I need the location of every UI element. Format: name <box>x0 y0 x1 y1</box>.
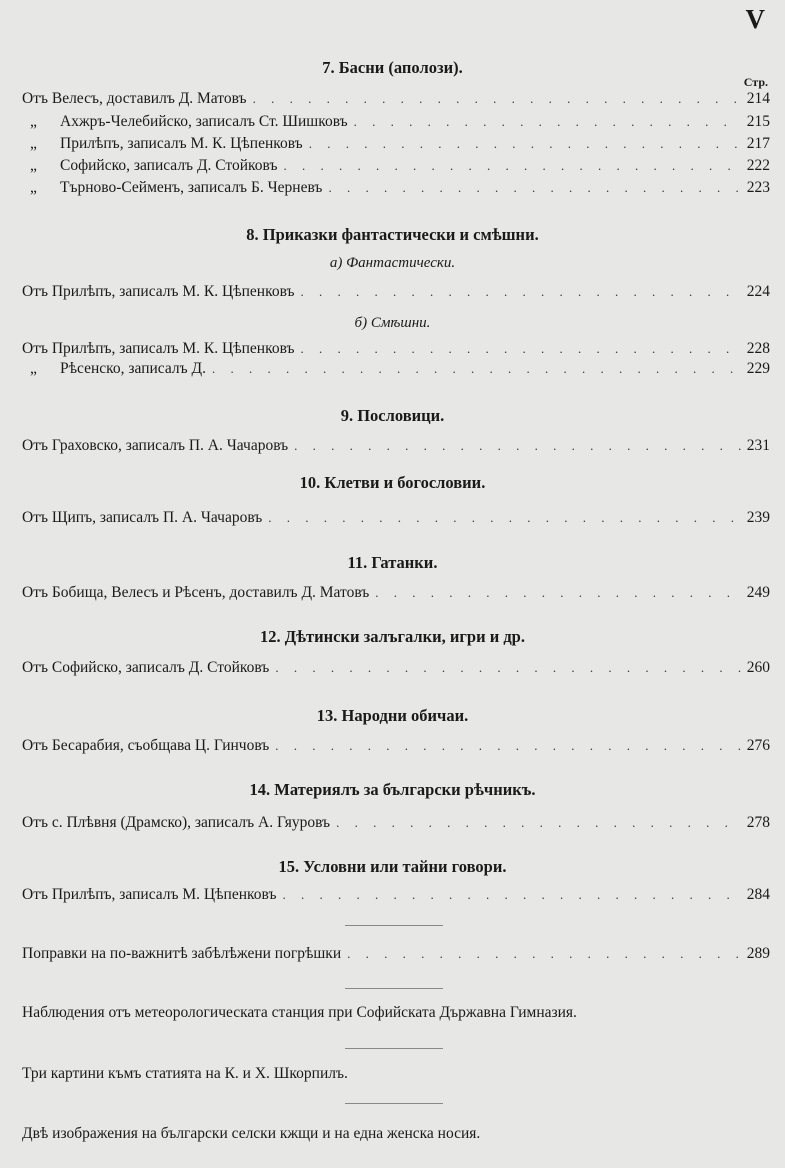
entry-page: 229 <box>746 360 770 377</box>
leader-dots <box>253 91 741 107</box>
toc-entry <box>22 340 770 360</box>
leader-dots <box>309 136 741 152</box>
entry-text: Отъ Граховско, записалъ П. А. Чачаровъ <box>22 437 289 454</box>
page-column-label: Стр. <box>743 75 768 89</box>
entry-text: Търново-Сейменъ, записалъ Б. Черневъ <box>60 179 323 196</box>
entry-page: 231 <box>746 437 770 454</box>
entry-text: Отъ Прилѣпъ, записалъ М. К. Цѣпенковъ <box>22 340 295 357</box>
leader-dots <box>354 114 741 130</box>
ditto-mark: „ <box>30 113 37 130</box>
entry-page: 260 <box>746 659 770 676</box>
toc-entry <box>30 157 770 177</box>
leader-dots <box>275 738 740 754</box>
entry-text: Отъ Прилѣпъ, записалъ М. Цѣпенковъ <box>22 886 277 903</box>
toc-entry <box>30 113 770 133</box>
toc-entry-corrections <box>22 945 770 965</box>
toc-entry <box>22 659 770 679</box>
separator-rule <box>345 988 443 989</box>
entry-text: Софийско, записалъ Д. Стойковъ <box>60 157 278 174</box>
entry-page: 228 <box>746 340 770 357</box>
entry-text: Прилѣпъ, записалъ М. К. Цѣпенковъ <box>60 135 303 152</box>
entry-page: 222 <box>746 157 770 174</box>
ditto-mark: „ <box>30 360 37 377</box>
entry-page: 217 <box>746 135 770 152</box>
section-heading-9: 9. Пословици. <box>340 406 445 425</box>
entry-page: 278 <box>746 814 770 831</box>
entry-page: 215 <box>746 113 770 130</box>
entry-text: Отъ с. Плѣвня (Драмско), записалъ А. Гяуровъ <box>22 814 331 831</box>
observations-note: Наблюдения отъ метеорологическата станция при Софийската Държавна Гимназия. <box>22 1004 577 1021</box>
leader-dots <box>212 361 741 377</box>
section-heading-15: 15. Условни или тайни говори. <box>278 857 507 876</box>
toc-entry <box>30 135 770 155</box>
separator-rule <box>345 925 443 926</box>
toc-entry <box>22 886 770 906</box>
entry-page: 214 <box>746 90 770 107</box>
leader-dots <box>275 660 740 676</box>
entry-page: 223 <box>746 179 770 196</box>
leader-dots <box>294 438 741 454</box>
entry-text: Отъ Щипъ, записалъ П. А. Чачаровъ <box>22 509 263 526</box>
entry-text: Отъ Велесъ, доставилъ Д. Матовъ <box>22 90 247 107</box>
leader-dots <box>283 158 740 174</box>
leader-dots <box>268 510 740 526</box>
toc-entry <box>22 737 770 757</box>
leader-dots <box>336 815 741 831</box>
section-heading-11: 11. Гатанки. <box>347 553 438 572</box>
entry-text: Отъ Софийско, записалъ Д. Стойковъ <box>22 659 270 676</box>
pictures-note: Три картини къмъ статията на К. и Х. Шкорпилъ. <box>22 1065 348 1082</box>
subsection-heading: а) Фантастически. <box>329 255 456 271</box>
toc-entry <box>22 509 770 529</box>
toc-entry <box>22 584 770 604</box>
entry-text: Отъ Бесарабия, съобщава Ц. Гинчовъ <box>22 737 270 754</box>
entry-text: Поправки на по-важнитѣ забѣлѣжени погрѣшки <box>22 945 342 962</box>
entry-page: 276 <box>746 737 770 754</box>
entry-text: Рѣсенско, записалъ Д. <box>60 360 206 377</box>
toc-entry <box>22 283 770 303</box>
entry-page: 249 <box>746 584 770 601</box>
entry-text: Ахжръ-Челебийско, записалъ Ст. Шишковъ <box>60 113 348 130</box>
entry-page: 239 <box>746 509 770 526</box>
section-heading-14: 14. Материялъ за български рѣчникъ. <box>249 780 536 799</box>
entry-text: Отъ Бобища, Велесъ и Рѣсенъ, доставилъ Д. Матовъ <box>22 584 370 601</box>
leader-dots <box>328 180 740 196</box>
ditto-mark: „ <box>30 157 37 174</box>
section-heading-8: 8. Приказки фантастически и смѣшни. <box>246 225 539 244</box>
toc-entry <box>30 179 770 199</box>
entry-page: 284 <box>746 886 770 903</box>
section-heading-7: 7. Басни (аполози). <box>322 58 463 77</box>
section-heading-10: 10. Клетви и богословии. <box>299 473 486 492</box>
section-heading-12: 12. Дѣтински залъгалки, игри и др. <box>260 627 525 646</box>
toc-entry <box>30 360 770 380</box>
toc-entry <box>22 90 770 110</box>
leader-dots <box>301 284 741 300</box>
leader-dots <box>347 946 741 962</box>
toc-entry <box>22 814 770 834</box>
leader-dots <box>375 585 740 601</box>
ditto-mark: „ <box>30 135 37 152</box>
leader-dots <box>282 887 740 903</box>
entry-page: 289 <box>746 945 770 962</box>
subsection-heading: б) Смѣшни. <box>354 315 431 331</box>
leader-dots <box>301 341 741 357</box>
entry-text: Отъ Прилѣпъ, записалъ М. К. Цѣпенковъ <box>22 283 295 300</box>
entry-page: 224 <box>746 283 770 300</box>
separator-rule <box>345 1103 443 1104</box>
separator-rule <box>345 1048 443 1049</box>
ditto-mark: „ <box>30 179 37 196</box>
page-number: V <box>745 4 765 34</box>
toc-entry <box>22 437 770 457</box>
images-note: Двѣ изображения на български селски кжщи и на една женска носия. <box>22 1125 481 1142</box>
section-heading-13: 13. Народни обичаи. <box>316 706 469 725</box>
